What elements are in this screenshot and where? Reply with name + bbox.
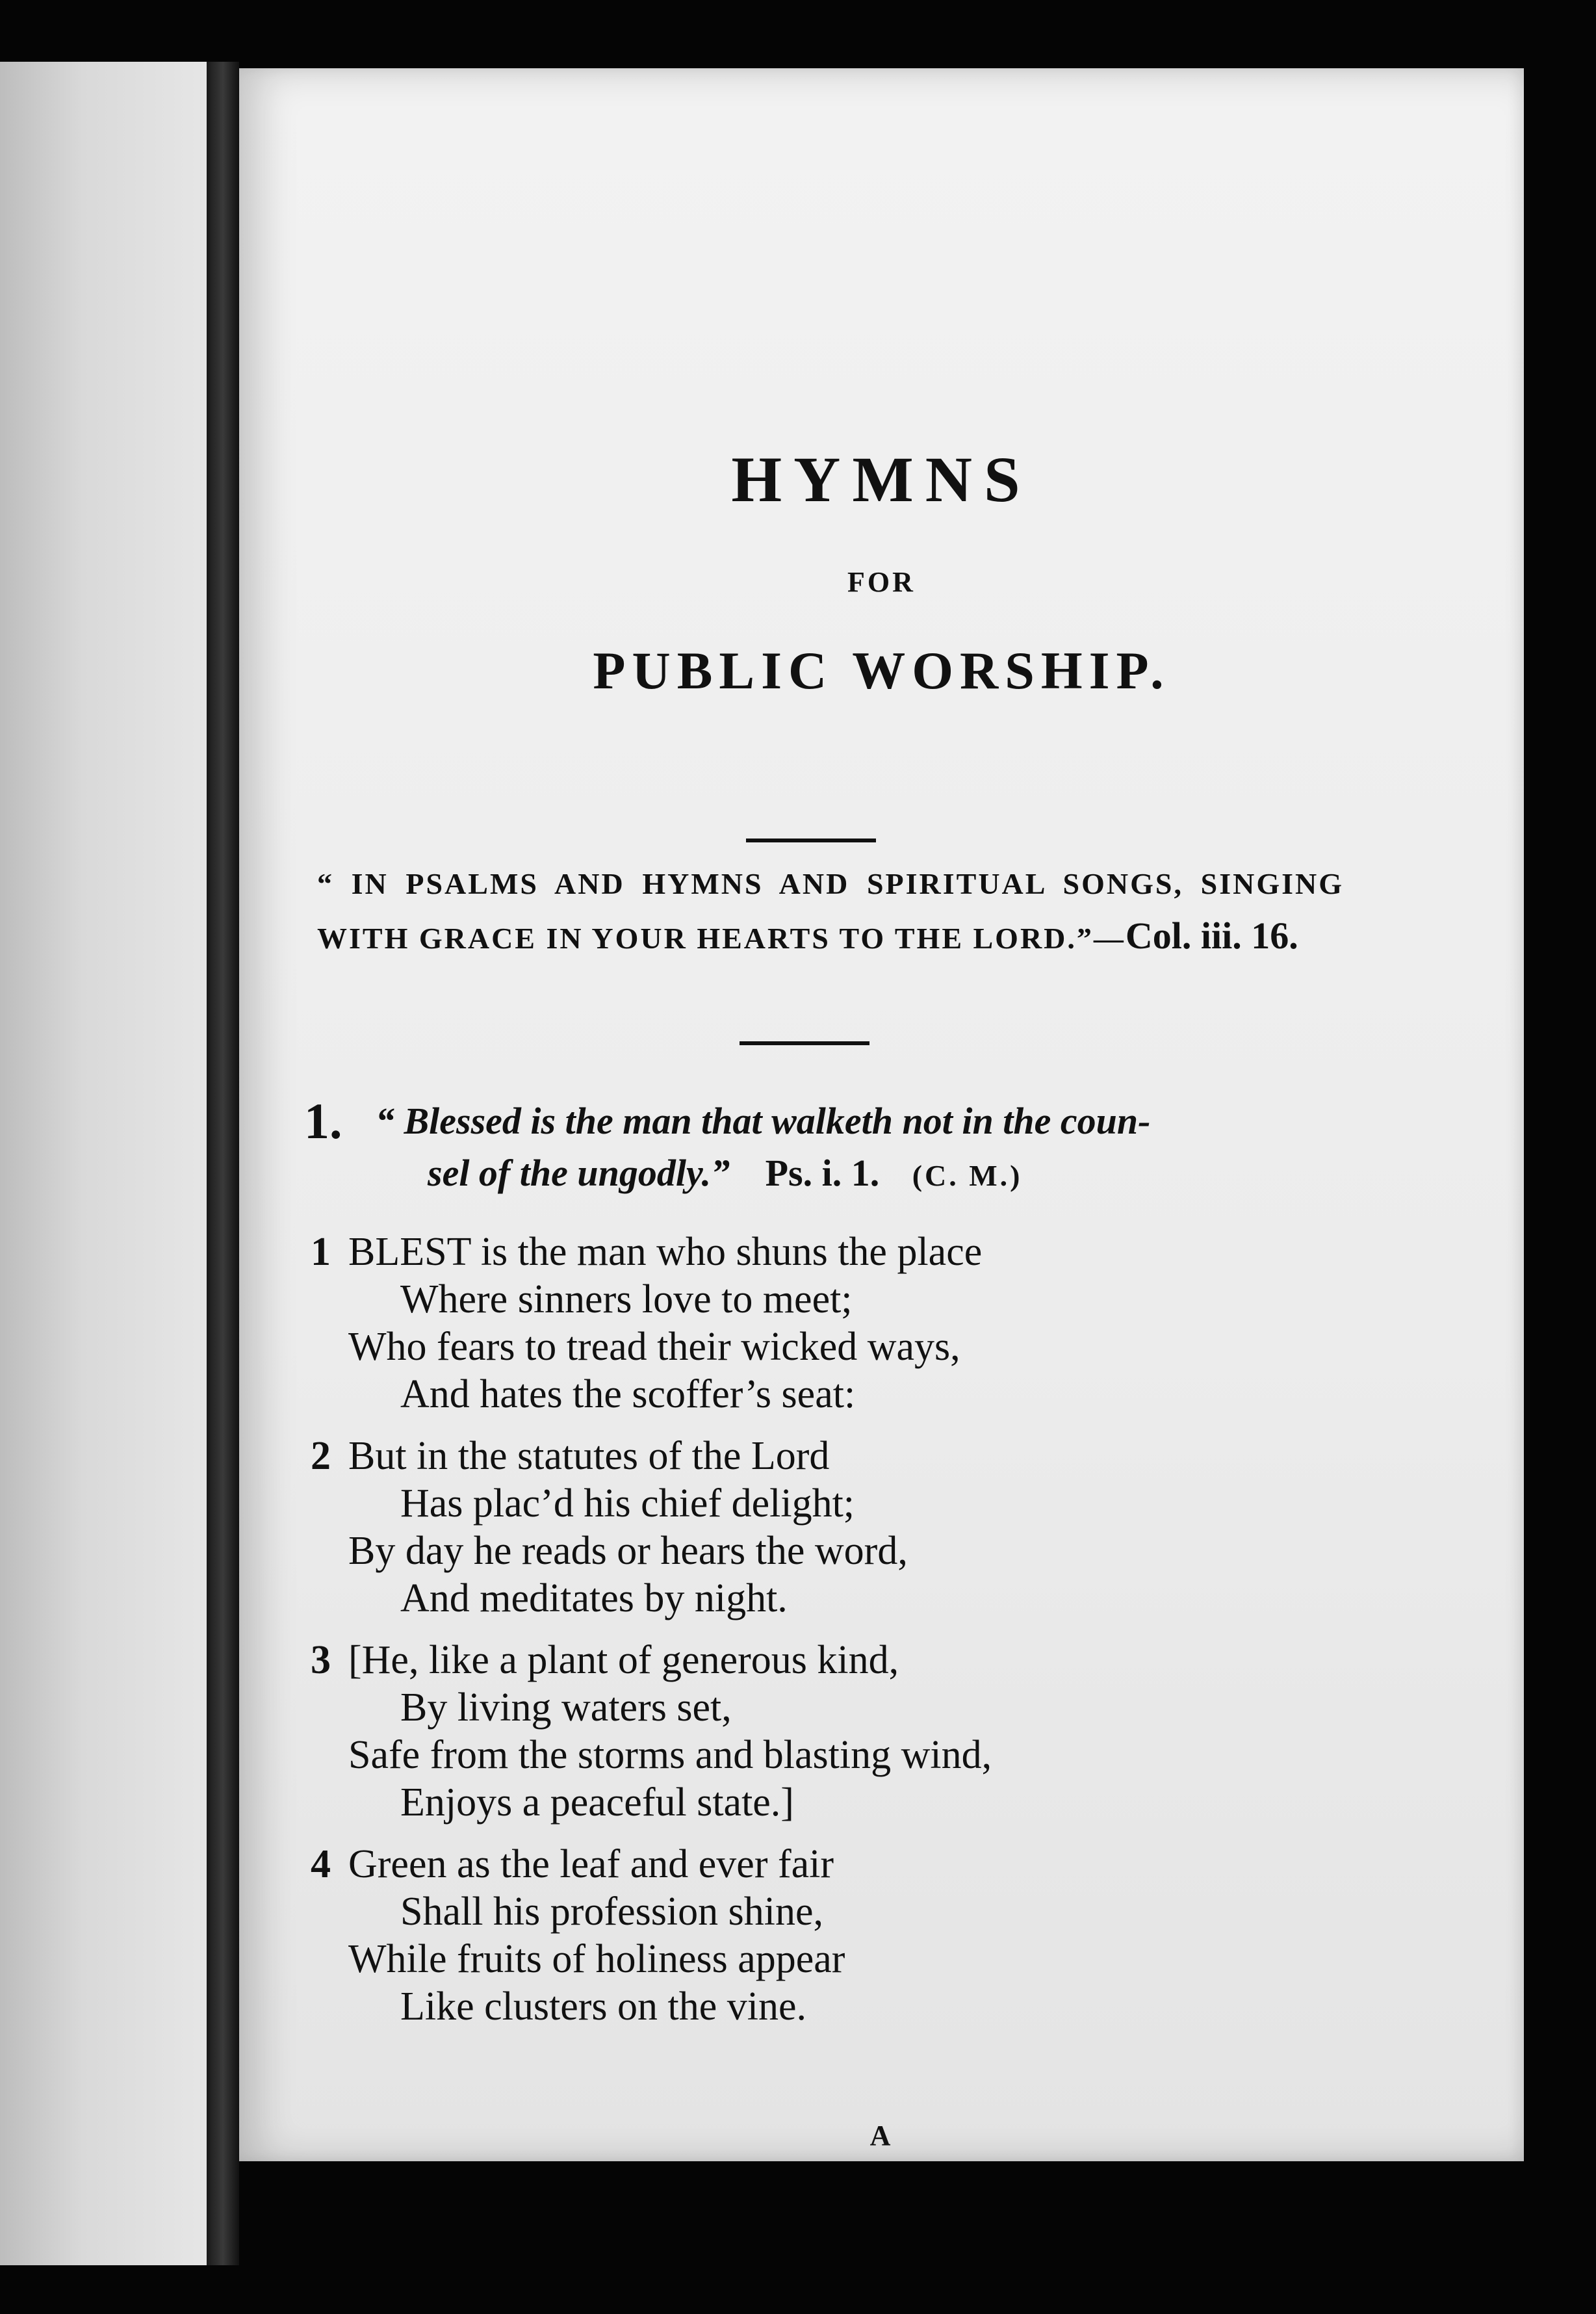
verse-text: BLEST is the man who shuns the place	[348, 1230, 983, 1274]
verse-line	[311, 1276, 1415, 1323]
hymn-verses	[311, 1228, 1415, 2045]
verse-line	[311, 1983, 1415, 2031]
verse-text: Green as the leaf and ever fair	[348, 1842, 834, 1886]
verse-text: Like clusters on the vine.	[400, 1984, 806, 2029]
hymn-quote-text: sel of the ungodly.”	[428, 1152, 730, 1194]
verse-line	[311, 1228, 1415, 1276]
verse-text: Enjoys a peaceful state.]	[400, 1780, 794, 1825]
verse-line	[311, 1684, 1415, 1732]
verse-text: Where sinners love to meet;	[400, 1277, 853, 1321]
verse-line	[311, 1480, 1415, 1528]
page-subtitle: PUBLIC WORSHIP.	[593, 641, 1170, 700]
stanza	[311, 1433, 1415, 1622]
verse-line	[311, 1841, 1415, 1888]
hymn-quote-line2	[428, 1147, 1022, 1202]
verse-text: Safe from the storms and blasting wind,	[348, 1733, 992, 1777]
epigraph	[317, 858, 1344, 965]
hymn-quote-line1: “ Blessed is the man that walketh not in the coun-	[376, 1100, 1151, 1142]
epigraph-citation: Col. iii. 16.	[1125, 915, 1298, 957]
page-title: HYMNS	[731, 443, 1032, 515]
signature-mark: A	[869, 2120, 894, 2152]
verse-line	[311, 1528, 1415, 1575]
verse-text: [He, like a plant of generous kind,	[348, 1638, 899, 1682]
divider-rule-bottom	[740, 1041, 869, 1045]
title-connector: FOR	[847, 566, 916, 598]
stanza	[311, 1228, 1415, 1418]
verse-text: And hates the scoffer’s seat:	[400, 1372, 856, 1416]
verse-line	[311, 1732, 1415, 1779]
hymn-number: 1.	[304, 1093, 342, 1149]
epigraph-text: “ IN PSALMS AND HYMNS AND SPIRITUAL SONGS, SINGING WITH GRACE IN YOUR HEARTS TO THE LORD.”—	[317, 867, 1344, 955]
verse-text: Has plac’d his chief delight;	[400, 1481, 855, 1526]
stanza-number: 1	[311, 1230, 331, 1274]
facing-page	[0, 62, 207, 2265]
verse-text: While fruits of holiness appear	[348, 1937, 845, 1981]
stanza-number: 4	[311, 1842, 331, 1886]
stanza	[311, 1841, 1415, 2031]
verse-line	[311, 1575, 1415, 1622]
stanza	[311, 1637, 1415, 1826]
verse-line	[311, 1637, 1415, 1684]
verse-text: Shall his profession shine,	[400, 1890, 823, 1934]
book-page	[239, 68, 1524, 2161]
verse-line	[311, 1323, 1415, 1371]
verse-text: And meditates by night.	[400, 1576, 788, 1620]
divider-rule-top	[746, 838, 876, 842]
hymn-reference: Ps. i. 1.	[765, 1152, 880, 1194]
verse-text: By day he reads or hears the word,	[348, 1529, 908, 1573]
verse-line	[311, 1888, 1415, 1936]
verse-line	[311, 1371, 1415, 1418]
verse-text: But in the statutes of the Lord	[348, 1434, 830, 1478]
stanza-number: 3	[311, 1638, 331, 1682]
verse-line	[311, 1936, 1415, 1983]
verse-text: By living waters set,	[400, 1685, 732, 1730]
verse-text: Who fears to tread their wicked ways,	[348, 1325, 960, 1369]
hymn-meter: (C. M.)	[912, 1159, 1023, 1192]
verse-line	[311, 1433, 1415, 1480]
book-gutter	[207, 62, 239, 2265]
verse-line	[311, 1779, 1415, 1826]
stanza-number: 2	[311, 1434, 331, 1478]
